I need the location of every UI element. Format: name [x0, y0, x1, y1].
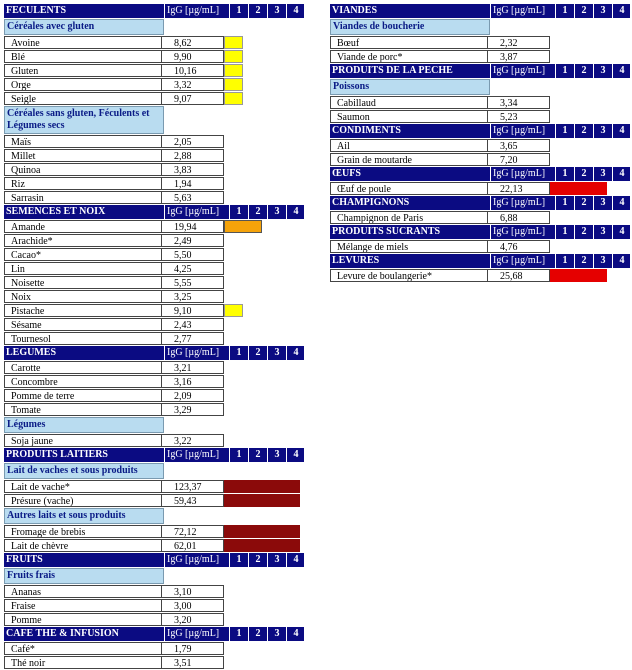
food-name: Mélange de miels — [330, 240, 488, 253]
level-header-2: 2 — [248, 627, 267, 641]
food-name: Sésame — [4, 318, 162, 331]
level-header-1: 1 — [555, 4, 574, 18]
igg-value: 72,12 — [162, 525, 224, 538]
section-header — [4, 627, 304, 641]
igg-value: 5,23 — [488, 110, 550, 123]
igg-value: 5,63 — [162, 191, 224, 204]
igg-value: 2,05 — [162, 135, 224, 148]
food-name: Bœuf — [330, 36, 488, 49]
section-semences-et-noix — [4, 205, 304, 345]
reactivity-bar — [224, 64, 243, 77]
food-name: Noisette — [4, 276, 162, 289]
igg-value: 3,51 — [162, 656, 224, 669]
igg-value: 2,49 — [162, 234, 224, 247]
level-header-3: 3 — [593, 4, 612, 18]
section-title: CAFE THE & INFUSION — [6, 628, 119, 639]
level-header-2: 2 — [248, 4, 267, 18]
table-row — [330, 153, 630, 166]
igg-value: 9,90 — [162, 50, 224, 63]
level-header-2: 2 — [248, 448, 267, 462]
igg-value: 3,10 — [162, 585, 224, 598]
table-row — [4, 248, 304, 261]
level-header-3: 3 — [267, 627, 286, 641]
food-name: Seigle — [4, 92, 162, 105]
reactivity-bar — [224, 78, 243, 91]
section-condiments — [330, 124, 630, 166]
level-header-4: 4 — [612, 4, 631, 18]
igg-value: 3,83 — [162, 163, 224, 176]
subsection-title: Céréales sans gluten, Féculents et Légumes secs — [4, 106, 164, 134]
subsection-title: Légumes — [4, 417, 164, 433]
igg-value: 1,94 — [162, 177, 224, 190]
level-header-3: 3 — [593, 254, 612, 268]
table-row — [4, 191, 304, 204]
section-title: LEGUMES — [6, 347, 57, 358]
section-header — [4, 4, 304, 18]
section-viandes — [330, 4, 630, 63]
reactivity-bar — [224, 50, 243, 63]
igg-value: 3,65 — [488, 139, 550, 152]
unit-label: IgG [µg/mL] — [164, 627, 229, 641]
igg-value: 2,43 — [162, 318, 224, 331]
section-header — [330, 196, 630, 210]
reactivity-bar — [224, 539, 300, 552]
food-name: Œuf de poule — [330, 182, 488, 195]
section-produits-laitiers — [4, 448, 304, 552]
reactivity-bar — [224, 92, 243, 105]
reactivity-bar — [224, 525, 300, 538]
table-row — [4, 262, 304, 275]
section-title: CONDIMENTS — [332, 125, 401, 136]
section-header — [330, 4, 630, 18]
igg-value: 123,37 — [162, 480, 224, 493]
food-name: Concombre — [4, 375, 162, 388]
unit-label: IgG [µg/mL] — [490, 196, 555, 210]
level-header-3: 3 — [267, 448, 286, 462]
table-row — [4, 78, 304, 91]
food-name: Champignon de Paris — [330, 211, 488, 224]
table-row — [4, 163, 304, 176]
section-champignons — [330, 196, 630, 224]
level-header-4: 4 — [612, 196, 631, 210]
level-header-1: 1 — [555, 64, 574, 78]
igg-value: 4,25 — [162, 262, 224, 275]
unit-label: IgG [µg/mL] — [164, 4, 229, 18]
food-name: Pomme de terre — [4, 389, 162, 402]
level-header-4: 4 — [286, 553, 305, 567]
level-header-3: 3 — [593, 225, 612, 239]
table-row — [330, 211, 630, 224]
level-header-1: 1 — [229, 448, 248, 462]
level-header-1: 1 — [229, 627, 248, 641]
igg-value: 9,07 — [162, 92, 224, 105]
subsection-title: Viandes de boucherie — [330, 19, 490, 35]
food-name: Quinoa — [4, 163, 162, 176]
table-row — [4, 389, 304, 402]
igg-value: 3,25 — [162, 290, 224, 303]
section-title: FRUITS — [6, 554, 43, 565]
igg-value: 2,77 — [162, 332, 224, 345]
igg-value: 3,16 — [162, 375, 224, 388]
level-header-2: 2 — [574, 64, 593, 78]
level-header-4: 4 — [612, 225, 631, 239]
table-row — [4, 656, 304, 669]
table-row — [4, 290, 304, 303]
food-name: Soja jaune — [4, 434, 162, 447]
level-header-2: 2 — [574, 225, 593, 239]
food-name: Cacao* — [4, 248, 162, 261]
table-row — [4, 177, 304, 190]
igg-value: 5,55 — [162, 276, 224, 289]
igg-value: 3,21 — [162, 361, 224, 374]
igg-value: 62,01 — [162, 539, 224, 552]
section-title: SEMENCES ET NOIX — [6, 206, 106, 217]
table-row — [4, 539, 304, 552]
section-header — [330, 225, 630, 239]
level-header-4: 4 — [612, 254, 631, 268]
unit-label: IgG [µg/mL] — [164, 448, 229, 462]
left-column — [4, 4, 304, 670]
igg-value: 3,00 — [162, 599, 224, 612]
igg-value: 25,68 — [488, 269, 550, 282]
food-name: Arachide* — [4, 234, 162, 247]
section-title: VIANDES — [332, 5, 378, 16]
food-name: Millet — [4, 149, 162, 162]
level-header-1: 1 — [229, 346, 248, 360]
table-row — [330, 36, 630, 49]
table-row — [4, 599, 304, 612]
unit-label: IgG [µg/mL] — [164, 346, 229, 360]
table-row — [4, 304, 304, 317]
level-header-1: 1 — [555, 225, 574, 239]
igg-value: 22,13 — [488, 182, 550, 195]
table-row — [330, 240, 630, 253]
section-header — [4, 346, 304, 360]
subsection-title: Céréales avec gluten — [4, 19, 164, 35]
level-header-4: 4 — [612, 167, 631, 181]
table-row — [4, 318, 304, 331]
food-name: Fromage de brebis — [4, 525, 162, 538]
section-title: LEVURES — [332, 255, 380, 266]
level-header-2: 2 — [574, 4, 593, 18]
food-name: Amande — [4, 220, 162, 233]
food-name: Avoine — [4, 36, 162, 49]
level-header-3: 3 — [593, 196, 612, 210]
food-name: Sarrasin — [4, 191, 162, 204]
unit-label: IgG [µg/mL] — [490, 254, 555, 268]
section-cafe-the-infusion — [4, 627, 304, 669]
reactivity-bar — [224, 494, 300, 507]
section-title: FECULENTS — [6, 5, 67, 16]
unit-label: IgG [µg/mL] — [490, 124, 555, 138]
table-row — [4, 64, 304, 77]
table-row — [4, 234, 304, 247]
level-header-4: 4 — [286, 346, 305, 360]
table-row — [330, 110, 630, 123]
igg-value: 3,87 — [488, 50, 550, 63]
igg-value: 9,10 — [162, 304, 224, 317]
food-name: Ail — [330, 139, 488, 152]
level-header-2: 2 — [248, 346, 267, 360]
level-header-4: 4 — [286, 205, 305, 219]
igg-value: 4,76 — [488, 240, 550, 253]
level-header-2: 2 — [574, 196, 593, 210]
table-row — [330, 182, 630, 195]
table-row — [4, 332, 304, 345]
level-header-1: 1 — [229, 4, 248, 18]
table-row — [4, 135, 304, 148]
food-name: Thé noir — [4, 656, 162, 669]
table-row — [4, 494, 304, 507]
level-header-4: 4 — [612, 64, 631, 78]
igg-value: 3,22 — [162, 434, 224, 447]
table-row — [4, 613, 304, 626]
unit-label: IgG [µg/mL] — [490, 4, 555, 18]
food-name: Levure de boulangerie* — [330, 269, 488, 282]
level-header-1: 1 — [229, 553, 248, 567]
section-produits-de-la-peche — [330, 64, 630, 123]
unit-label: IgG [µg/mL] — [490, 167, 555, 181]
level-header-1: 1 — [555, 124, 574, 138]
level-header-1: 1 — [229, 205, 248, 219]
table-row — [4, 92, 304, 105]
subsection-title: Poissons — [330, 79, 490, 95]
section-produits-sucrants — [330, 225, 630, 253]
food-name: Riz — [4, 177, 162, 190]
section-ufs — [330, 167, 630, 195]
level-header-1: 1 — [555, 167, 574, 181]
food-name: Lait de vache* — [4, 480, 162, 493]
unit-label: IgG [µg/mL] — [490, 64, 555, 78]
food-name: Lait de chèvre — [4, 539, 162, 552]
level-header-4: 4 — [286, 448, 305, 462]
level-header-3: 3 — [593, 64, 612, 78]
section-header — [4, 553, 304, 567]
level-header-1: 1 — [555, 254, 574, 268]
food-name: Cabillaud — [330, 96, 488, 109]
table-row — [4, 276, 304, 289]
food-name: Gluten — [4, 64, 162, 77]
table-row — [330, 269, 630, 282]
reactivity-bar — [224, 304, 243, 317]
igg-value: 6,88 — [488, 211, 550, 224]
reactivity-bar — [224, 36, 243, 49]
table-row — [4, 525, 304, 538]
food-name: Café* — [4, 642, 162, 655]
table-row — [330, 96, 630, 109]
level-header-3: 3 — [593, 167, 612, 181]
table-row — [4, 642, 304, 655]
food-name: Noix — [4, 290, 162, 303]
igg-value: 1,79 — [162, 642, 224, 655]
level-header-3: 3 — [593, 124, 612, 138]
section-title: PRODUITS SUCRANTS — [332, 226, 441, 237]
igg-value: 3,34 — [488, 96, 550, 109]
level-header-2: 2 — [574, 124, 593, 138]
section-header — [330, 167, 630, 181]
food-name: Orge — [4, 78, 162, 91]
section-legumes — [4, 346, 304, 447]
food-name: Présure (vache) — [4, 494, 162, 507]
food-name: Tomate — [4, 403, 162, 416]
igg-value: 2,88 — [162, 149, 224, 162]
table-row — [4, 375, 304, 388]
reactivity-bar — [224, 220, 262, 233]
level-header-3: 3 — [267, 553, 286, 567]
table-row — [330, 139, 630, 152]
level-header-3: 3 — [267, 346, 286, 360]
food-name: Pomme — [4, 613, 162, 626]
table-row — [4, 585, 304, 598]
igg-value: 19,94 — [162, 220, 224, 233]
table-row — [4, 480, 304, 493]
food-name: Fraise — [4, 599, 162, 612]
table-row — [4, 149, 304, 162]
section-header — [330, 64, 630, 78]
igg-value: 3,29 — [162, 403, 224, 416]
table-row — [4, 361, 304, 374]
right-column — [330, 4, 630, 283]
section-feculents — [4, 4, 304, 204]
unit-label: IgG [µg/mL] — [490, 225, 555, 239]
level-header-4: 4 — [286, 627, 305, 641]
food-name: Maïs — [4, 135, 162, 148]
igg-value: 2,32 — [488, 36, 550, 49]
section-header — [4, 205, 304, 219]
igg-value: 59,43 — [162, 494, 224, 507]
level-header-3: 3 — [267, 205, 286, 219]
table-row — [4, 434, 304, 447]
table-row — [4, 403, 304, 416]
reactivity-bar — [550, 269, 607, 282]
subsection-title: Lait de vaches et sous produits — [4, 463, 164, 479]
food-name: Saumon — [330, 110, 488, 123]
level-header-1: 1 — [555, 196, 574, 210]
unit-label: IgG [µg/mL] — [164, 553, 229, 567]
section-header — [330, 254, 630, 268]
food-name: Tournesol — [4, 332, 162, 345]
igg-value: 3,20 — [162, 613, 224, 626]
section-title: CHAMPIGNONS — [332, 197, 410, 208]
section-levures — [330, 254, 630, 282]
section-header — [4, 448, 304, 462]
subsection-title: Fruits frais — [4, 568, 164, 584]
food-name: Lin — [4, 262, 162, 275]
level-header-4: 4 — [286, 4, 305, 18]
section-title: ŒUFS — [332, 168, 361, 179]
food-name: Viande de porc* — [330, 50, 488, 63]
subsection-title: Autres laits et sous produits — [4, 508, 164, 524]
section-fruits — [4, 553, 304, 626]
section-header — [330, 124, 630, 138]
food-name: Ananas — [4, 585, 162, 598]
reactivity-bar — [224, 480, 300, 493]
level-header-2: 2 — [248, 205, 267, 219]
food-name: Blé — [4, 50, 162, 63]
level-header-2: 2 — [248, 553, 267, 567]
food-name: Carotte — [4, 361, 162, 374]
table-row — [330, 50, 630, 63]
reactivity-bar — [550, 182, 607, 195]
igg-value: 5,50 — [162, 248, 224, 261]
level-header-2: 2 — [574, 167, 593, 181]
igg-value: 8,62 — [162, 36, 224, 49]
level-header-2: 2 — [574, 254, 593, 268]
igg-value: 3,32 — [162, 78, 224, 91]
food-name: Grain de moutarde — [330, 153, 488, 166]
section-title: PRODUITS LAITIERS — [6, 449, 108, 460]
food-name: Pistache — [4, 304, 162, 317]
igg-value: 7,20 — [488, 153, 550, 166]
section-title: PRODUITS DE LA PECHE — [332, 65, 453, 76]
level-header-4: 4 — [612, 124, 631, 138]
table-row — [4, 36, 304, 49]
table-row — [4, 50, 304, 63]
unit-label: IgG [µg/mL] — [164, 205, 229, 219]
level-header-3: 3 — [267, 4, 286, 18]
table-row — [4, 220, 304, 233]
igg-value: 2,09 — [162, 389, 224, 402]
igg-value: 10,16 — [162, 64, 224, 77]
